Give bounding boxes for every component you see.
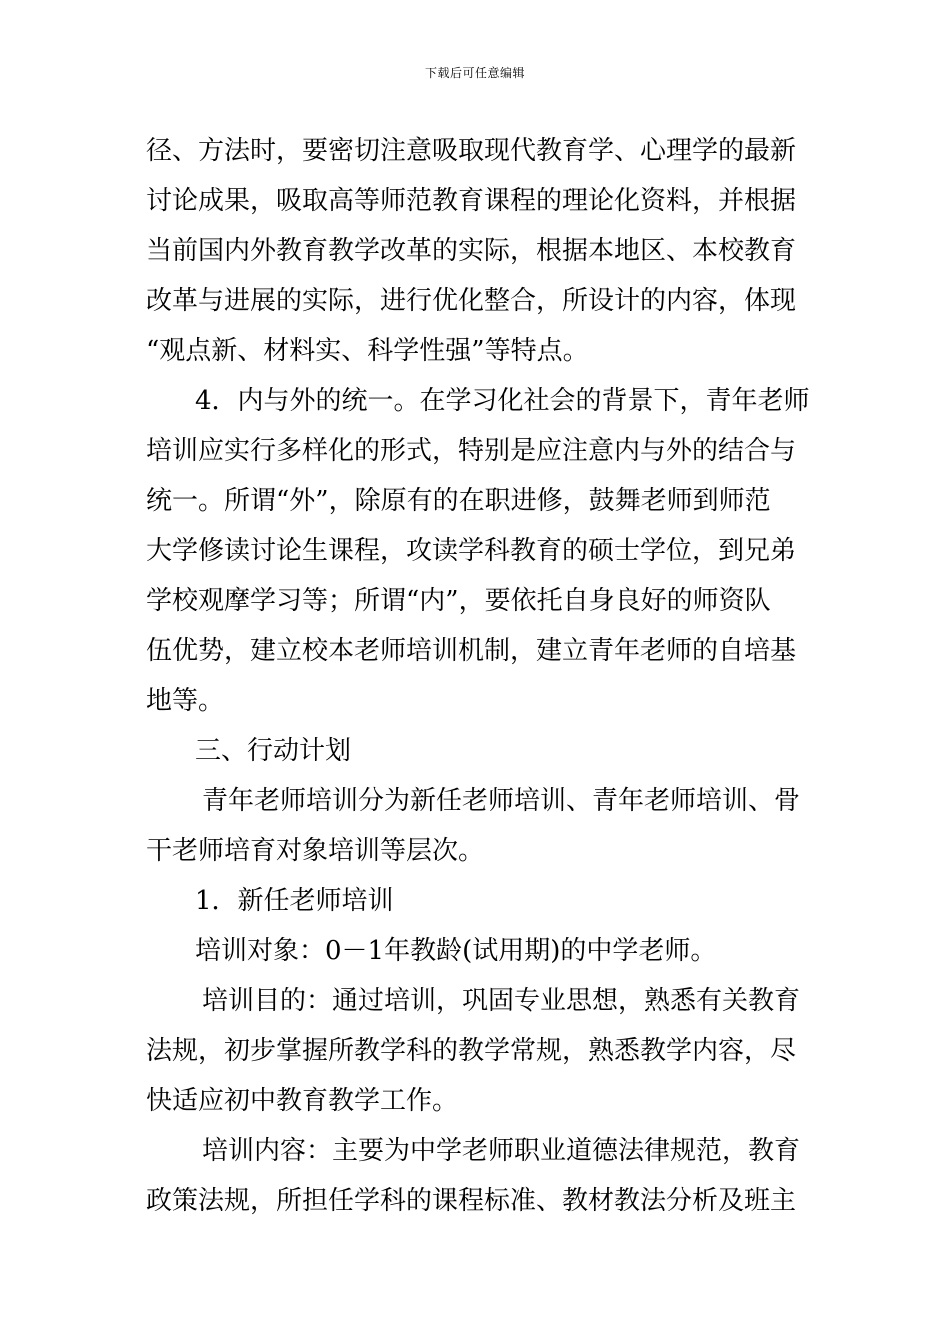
text-line: 大学修读讨论生课程，攻读学科教育的硕士学位，到兄弟 — [146, 536, 797, 566]
document-body — [146, 126, 808, 1226]
text-line: “观点新、材料实、科学性强”等特点。 — [146, 336, 589, 366]
text-line: 快适应初中教育教学工作。 — [146, 1086, 459, 1116]
paragraph-start-line: 培训对象：0－1年教龄(试用期)的中学老师。 — [195, 936, 717, 966]
text-line: 径、方法时，要密切注意吸取现代教育学、心理学的最新 — [146, 136, 797, 166]
text-line: 当前国内外教育教学改革的实际，根据本地区、本校教育 — [146, 236, 797, 266]
paragraph-start-line: 培训目的：通过培训，巩固专业思想，熟悉有关教育 — [202, 986, 801, 1016]
text-line: 政策法规，所担任学科的课程标准、教材教法分析及班主 — [146, 1186, 797, 1216]
text-line: 讨论成果，吸取高等师范教育课程的理论化资料，并根据 — [146, 186, 797, 216]
paragraph-start-line: 青年老师培训分为新任老师培训、青年老师培训、骨 — [202, 786, 801, 816]
text-line: 地等。 — [146, 686, 225, 716]
text-line: 统一。所谓“外”，除原有的在职进修，鼓舞老师到师范 — [146, 486, 771, 516]
text-line: 培训应实行多样化的形式，特别是应注意内与外的结合与 — [146, 436, 797, 466]
text-line: 伍优势，建立校本老师培训机制，建立青年老师的自培基 — [146, 636, 797, 666]
text-line: 法规，初步掌握所教学科的教学常规，熟悉教学内容，尽 — [146, 1036, 797, 1066]
paragraph-start-line: 培训内容：主要为中学老师职业道德法律规范，教育 — [202, 1136, 801, 1166]
section-heading: 三、行动计划 — [195, 736, 352, 766]
text-line: 改革与进展的实际，进行优化整合，所设计的内容，体现 — [146, 286, 797, 316]
subsection-heading: 1．新任老师培训 — [195, 886, 394, 916]
paragraph-start-line: 4．内与外的统一。在学习化社会的背景下，青年老师 — [195, 386, 810, 416]
page-header: 下载后可任意编辑 — [424, 66, 525, 80]
text-line: 学校观摩学习等；所谓“内”，要依托自身良好的师资队 — [146, 586, 771, 616]
text-line: 干老师培育对象培训等层次。 — [146, 836, 485, 866]
